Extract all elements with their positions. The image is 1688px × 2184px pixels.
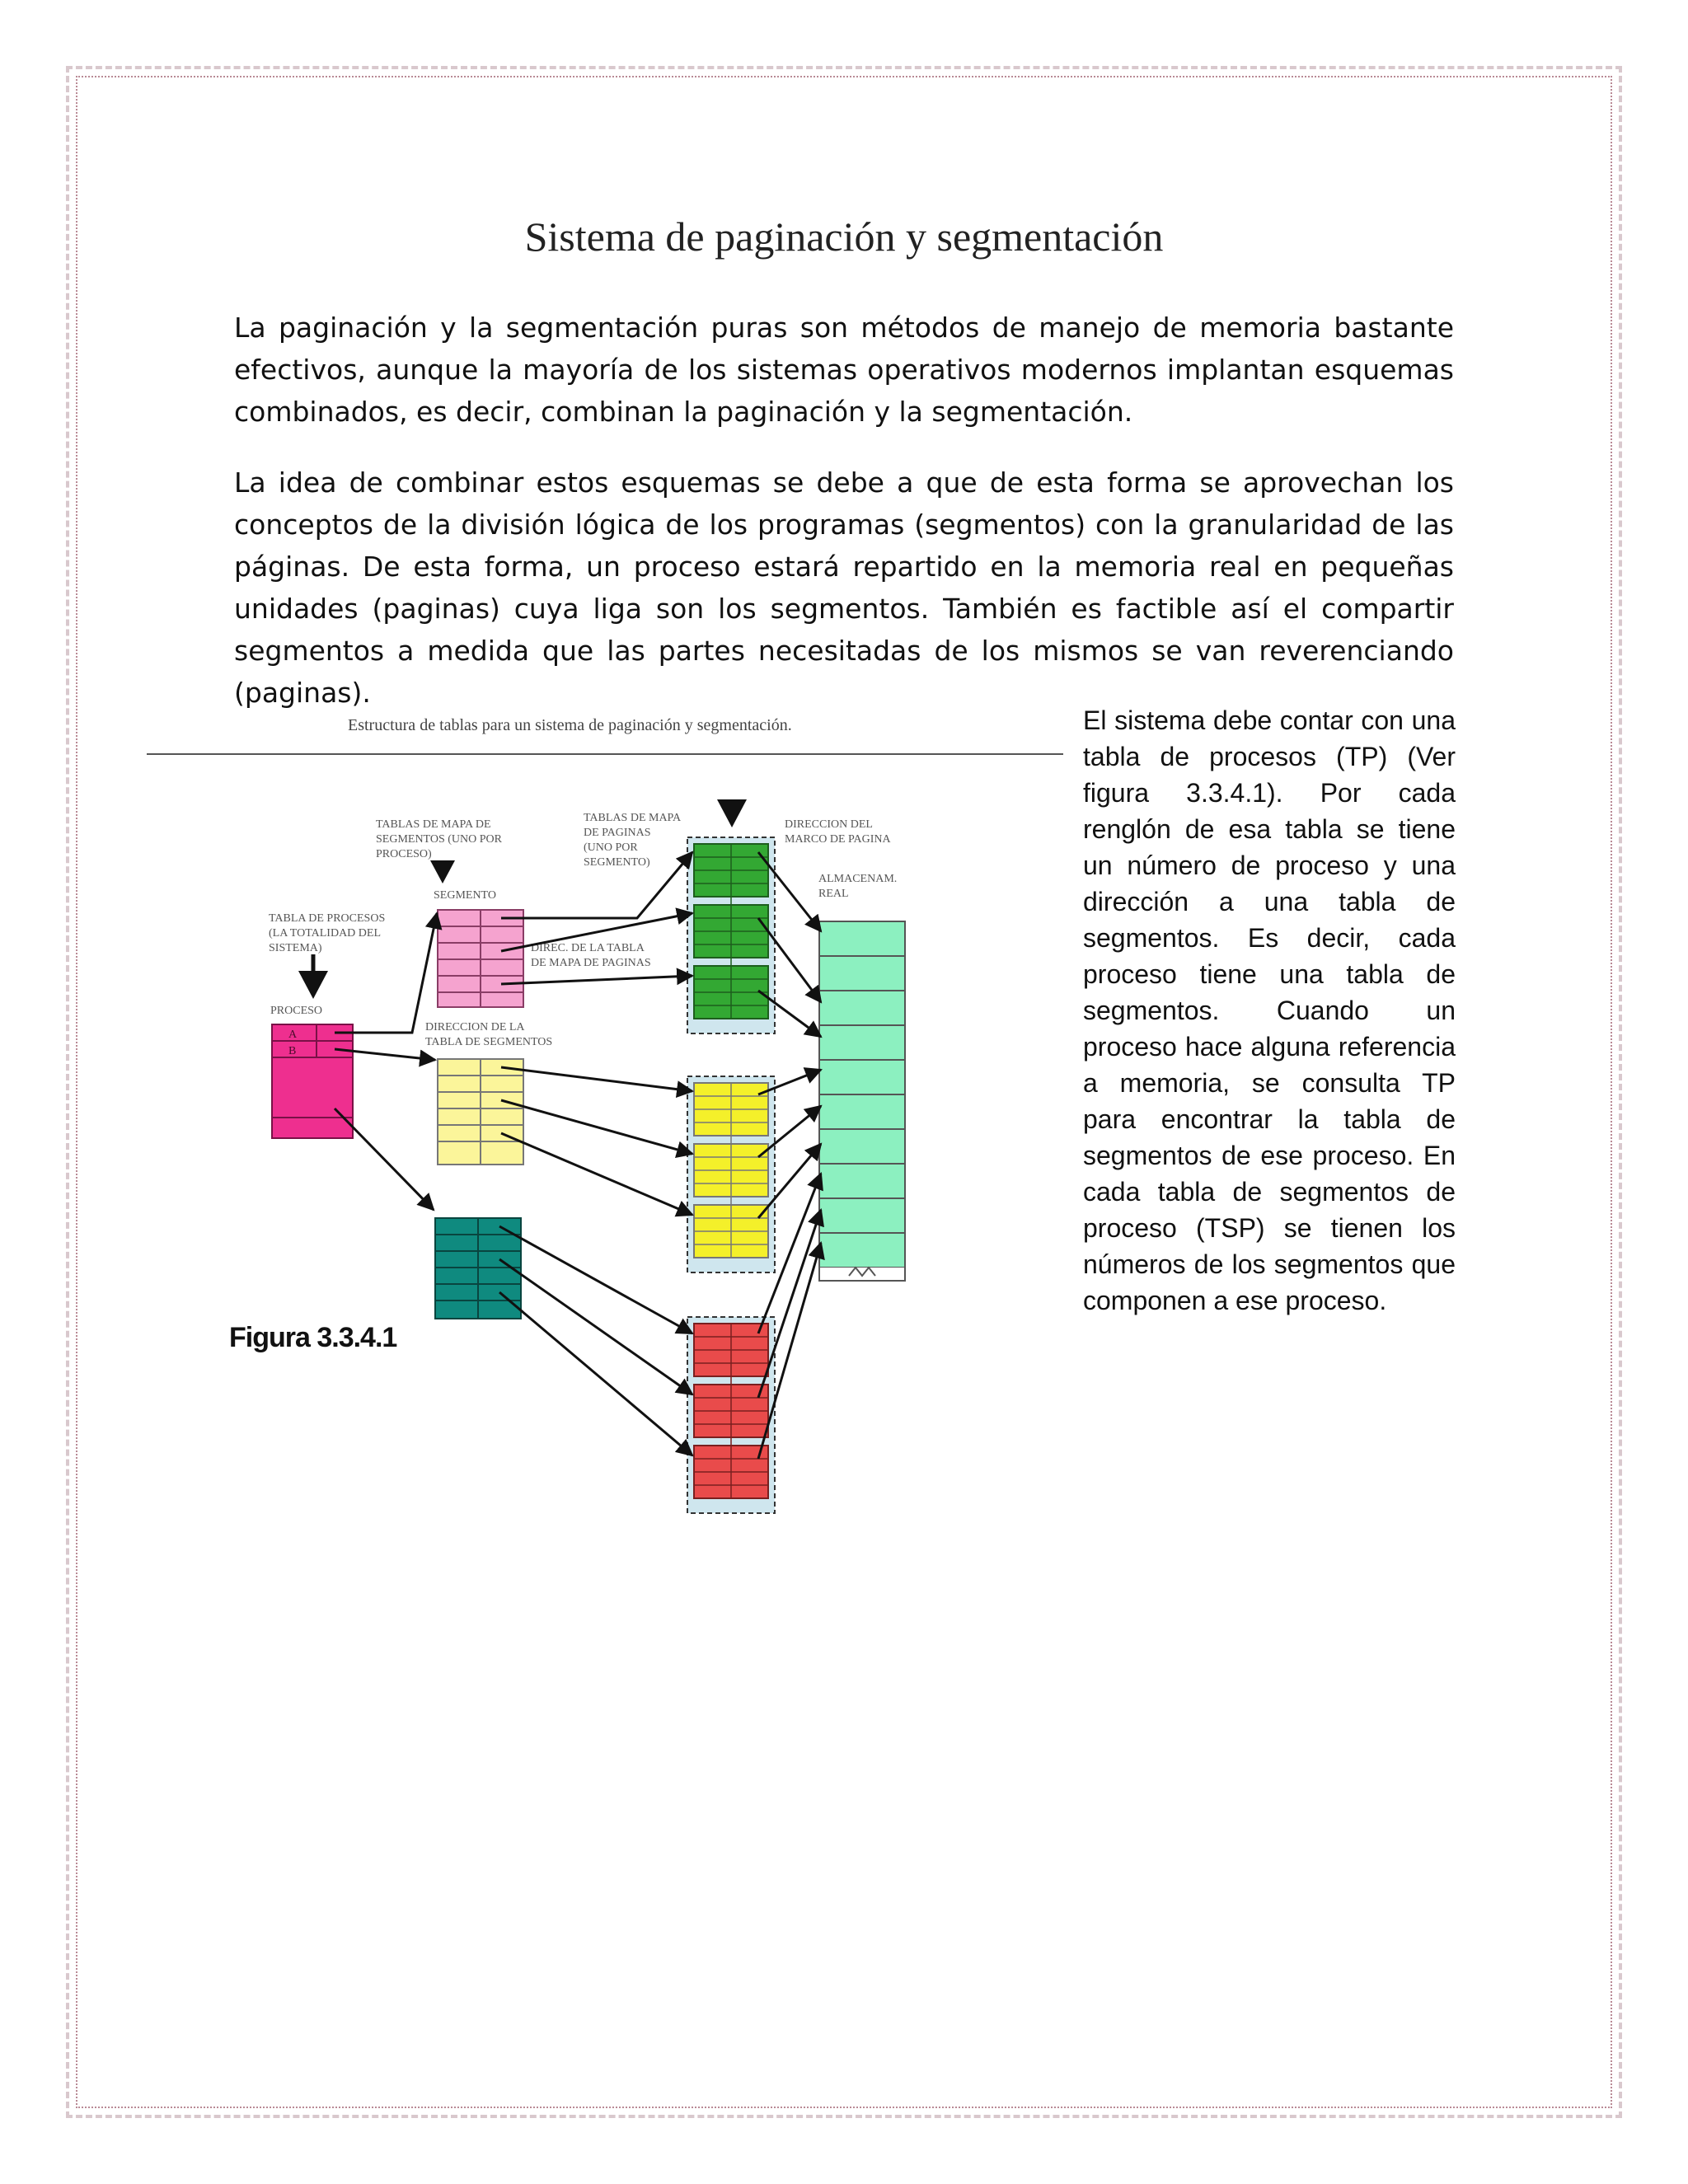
- label-tabla-procesos: TABLA DE PROCESOS (LA TOTALIDAD DEL SISTEMA): [269, 912, 386, 954]
- page-table-red: [694, 1324, 768, 1498]
- figure-diagram: [147, 707, 1063, 1531]
- process-row-b: B: [288, 1045, 297, 1057]
- figure-label: Figura 3.3.4.1: [229, 1322, 397, 1353]
- combination-paragraph: La idea de combinar estos esquemas se debe a que de esta forma se aprovechan los conceptos de la división lógica de los programas (segmentos) con la granularidad de las páginas. De esta forma, un proceso estará repartido en la memoria real en pequeñas unidades (paginas) cuya liga son los segmentos. También es factible así el compartir segmentos a medida que las partes necesitadas de los mismos se van reverenciando (paginas).: [234, 466, 1454, 709]
- label-almacenamiento-real: ALMACENAM. REAL: [818, 873, 898, 900]
- label-tablas-mapa-paginas: TABLAS DE MAPA DE PAGINAS (UNO POR SEGMENTO): [584, 812, 681, 869]
- label-segmento: SEGMENTO: [434, 889, 496, 902]
- real-memory: [819, 921, 905, 1281]
- paging-segmentation-figure: [147, 707, 1063, 1531]
- process-row-a: A: [288, 1029, 298, 1041]
- arrow-down-process-icon: [298, 971, 328, 999]
- page-title: Sistema de paginación y segmentación: [524, 213, 1164, 260]
- label-direc-tabla-paginas: DIREC. DE LA TABLA DE MAPA DE PAGINAS: [531, 942, 651, 969]
- process-table: [272, 1024, 353, 1138]
- intro-paragraph: La paginación y la segmentación puras son métodos de manejo de memoria bastante efectivos, aunque la mayoría de los sistemas operativos modernos implantan esquemas combinados, es decir, combinan la paginación y la segmentación.: [234, 312, 1454, 428]
- segment-table-pink: [438, 910, 523, 1007]
- segment-teal-arrows: [499, 1226, 692, 1455]
- segment-table-teal: [435, 1218, 521, 1319]
- arrow-down-segment-icon: [430, 860, 455, 883]
- side-paragraph: El sistema debe contar con una tabla de procesos (TP) (Ver figura 3.3.4.1). Por cada renglón de esa tabla se tiene un número de proceso y una dirección a una tabla de segmentos. Es decir, cada proceso tiene una tabla de segmentos. Cuando un proceso hace alguna referencia a memoria, se consulta TP para encontrar la tabla de segmentos de ese proceso. En cada tabla de segmentos de proceso (TSP) se tienen los números de los segmentos que componen a ese proceso.: [1083, 705, 1456, 1315]
- label-direccion-tabla-segmentos: DIRECCION DE LA TABLA DE SEGMENTOS: [425, 1021, 553, 1048]
- segment-yellow-arrows: [501, 1067, 692, 1215]
- page-table-yellow: [694, 1083, 768, 1258]
- figure-caption: Estructura de tablas para un sistema de paginación y segmentación.: [348, 716, 792, 734]
- segment-table-yellow: [438, 1059, 523, 1165]
- label-proceso: PROCESO: [270, 1005, 323, 1017]
- label-direccion-marco: DIRECCION DEL MARCO DE PAGINA: [785, 818, 891, 846]
- page-table-green: [694, 844, 768, 1019]
- arrow-down-pages-icon: [717, 799, 747, 827]
- label-tablas-mapa-segmentos: TABLAS DE MAPA DE SEGMENTOS (UNO POR PROCESO): [376, 818, 502, 860]
